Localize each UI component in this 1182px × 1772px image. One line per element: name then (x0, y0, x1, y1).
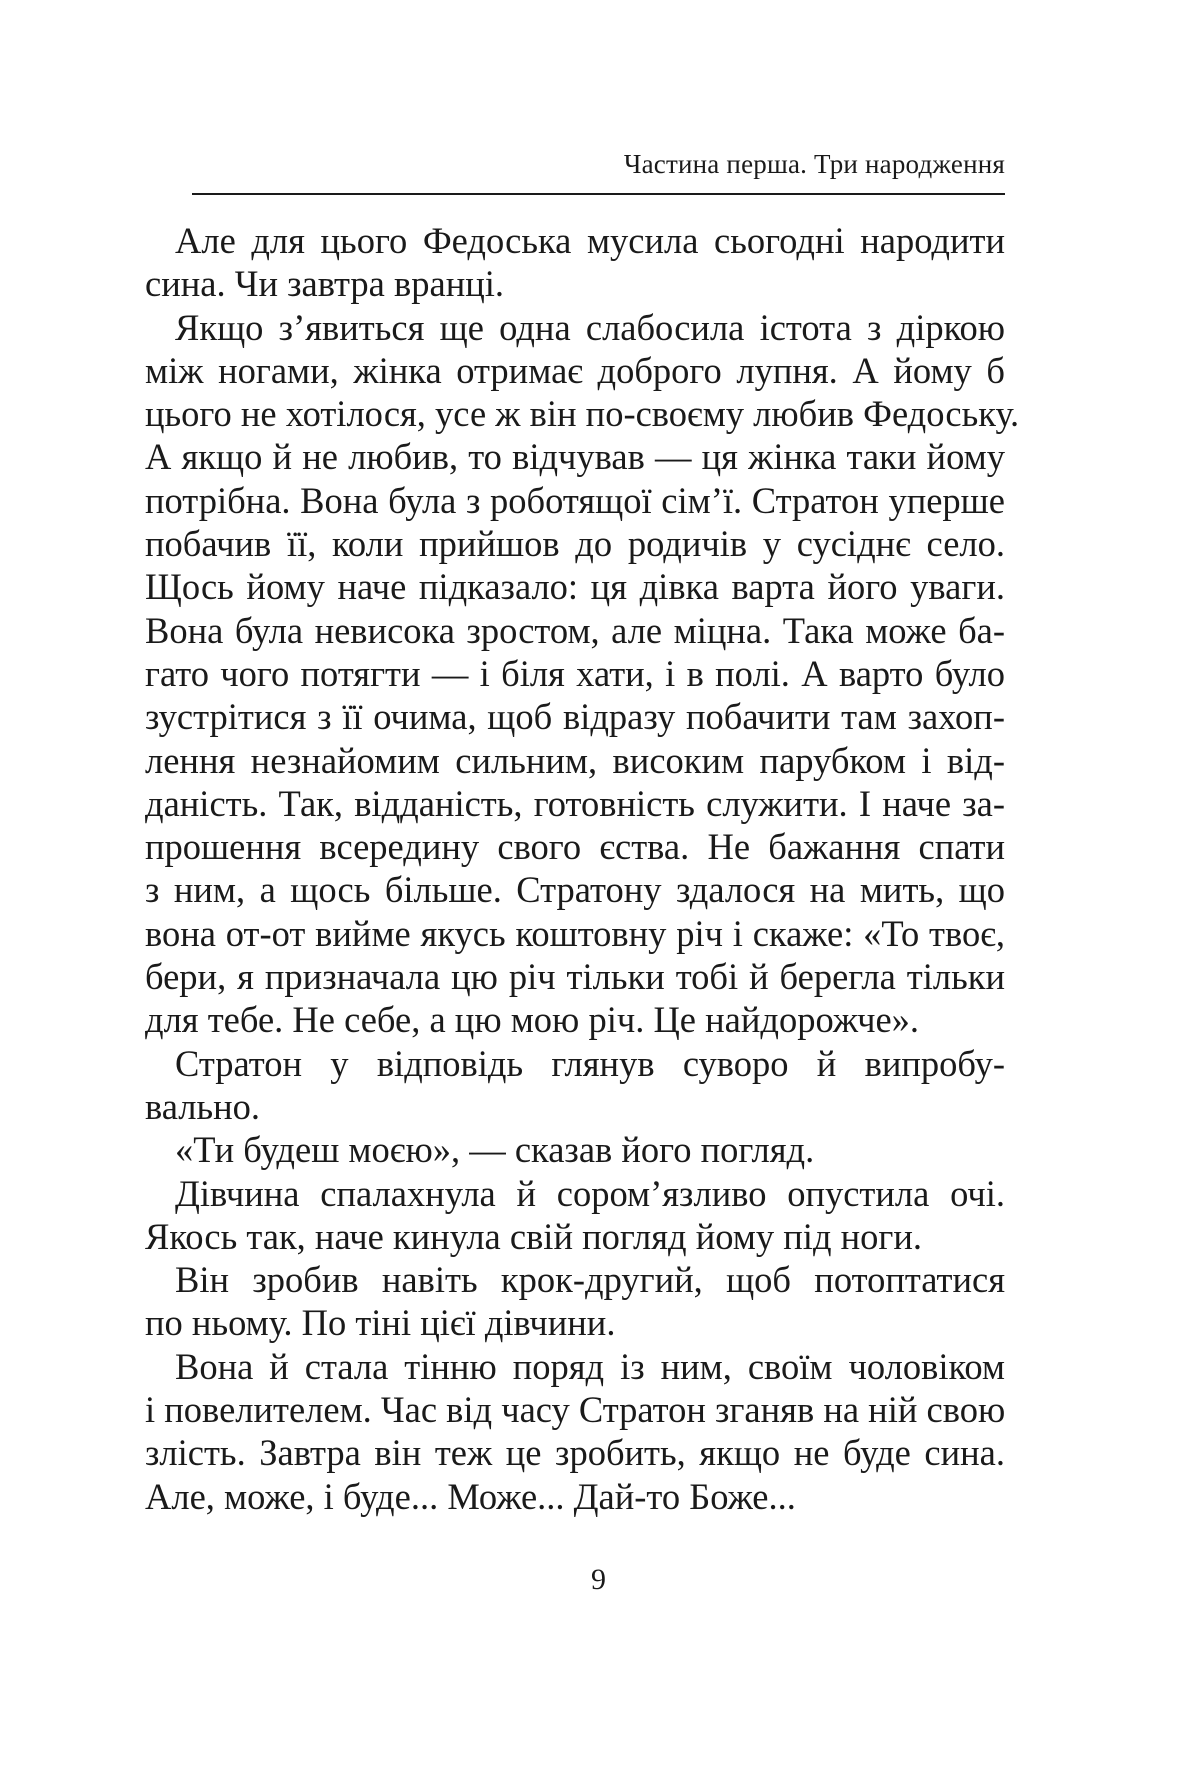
text-line: для тебе. Не себе, а цю мою річ. Це найдорожче». (145, 999, 920, 1041)
text-line: Він зробив навіть крок-другий, щоб потоптатися (175, 1259, 1005, 1301)
text-line: Дівчина спалахнула й сором’язливо опустила очі. (175, 1172, 1005, 1214)
text-line: Стратон у відповідь глянув суворо й випробу- (175, 1042, 1005, 1084)
text-line: гато чого потягти — і біля хати, і в полі. А варто було (145, 652, 1005, 694)
text-line: потрібна. Вона була з роботящої сім’ї. Стратон уперше (145, 479, 1005, 521)
text-line: вона от-от вийме якусь коштовну річ і скаже: «То твоє, (145, 912, 1005, 954)
text-line: Але для цього Федоська мусила сьогодні народити (175, 220, 1005, 261)
text-line: Щось йому наче підказало: ця дівка варта його уваги. (145, 566, 1005, 608)
text-line: Якось так, наче кинула свій погляд йому під ноги. (145, 1215, 923, 1257)
text-line: зустрітися з її очима, щоб відразу побачити там захоп- (145, 696, 1005, 738)
text-line: прошення всередину свого єства. Не бажання спати (145, 826, 1005, 868)
text-line: «Ти будеш моєю», — сказав його погляд. (175, 1129, 815, 1171)
text-line: цього не хотілося, усе ж він по-своєму любив Федоську. (145, 393, 1020, 435)
text-line: бери, я призначала цю річ тільки тобі й берегла тільки (145, 956, 1005, 998)
text-line: сина. Чи завтра вранці. (145, 263, 505, 305)
header-rule (192, 193, 1005, 195)
text-line: Якщо з’явиться ще одна слабосила істота з діркою (175, 306, 1005, 348)
text-line: по ньому. По тіні цієї дівчини. (145, 1302, 616, 1344)
text-line: вально. (145, 1085, 261, 1127)
page-number: 9 (591, 1563, 606, 1596)
text-line: злість. Завтра він теж це зробить, якщо не буде сина. (145, 1432, 1005, 1474)
body-text (145, 219, 1020, 1518)
text-line: даність. Так, відданість, готовність служити. І наче за- (145, 782, 1005, 824)
text-line: лення незнайомим сильним, високим парубком і від- (145, 739, 1005, 781)
text-line: А якщо й не любив, то відчував — ця жінка таки йому (145, 436, 1005, 478)
text-line: і повелителем. Час від часу Стратон зганяв на ній свою (145, 1389, 1006, 1431)
text-line: Вона була невисока зростом, але міцна. Така може ба- (145, 609, 1005, 651)
text-line: Вона й стала тінню поряд із ним, своїм чоловіком (175, 1345, 1005, 1387)
text-line: між ногами, жінка отримає доброго лупня. А йому б (145, 349, 1005, 391)
text-line: з ним, а щось більше. Стратону здалося на мить, що (145, 869, 1005, 911)
running-head: Частина перша. Три народження (623, 149, 1005, 179)
text-line: побачив її, коли прийшов до родичів у сусіднє село. (145, 523, 1005, 565)
text-line: Але, може, і буде... Може... Дай-то Боже... (145, 1475, 796, 1517)
